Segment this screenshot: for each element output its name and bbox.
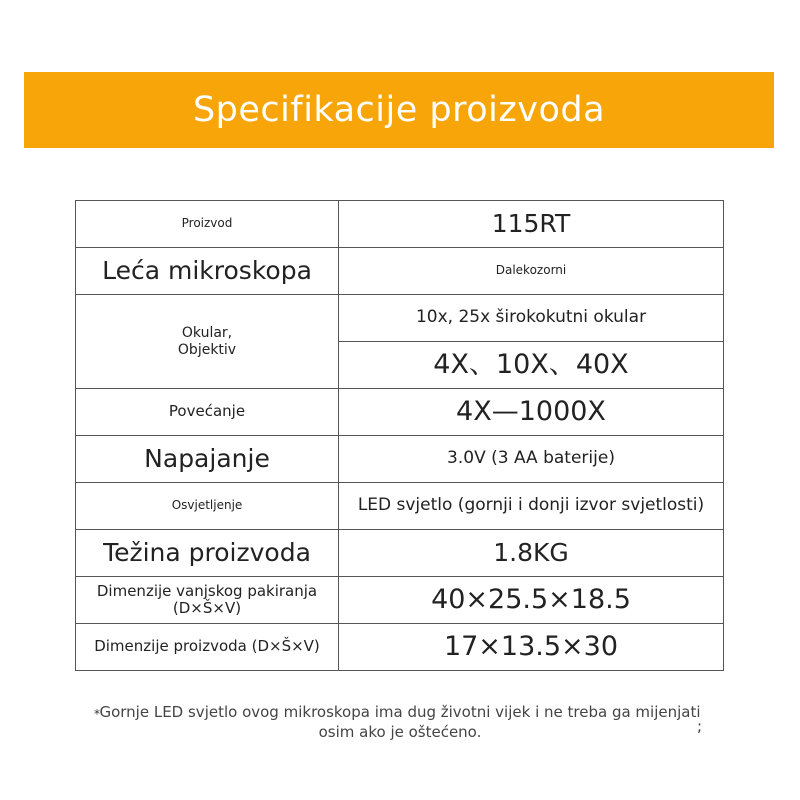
table-row xyxy=(76,295,724,342)
row-value: Dalekozorni xyxy=(339,248,724,295)
row-label: Dimenzije proizvoda (D×Š×V) xyxy=(76,624,339,671)
table-row xyxy=(76,389,724,436)
row-value: 17×13.5×30 xyxy=(339,624,724,671)
row-label: Leća mikroskopa xyxy=(76,248,339,295)
row-value: 3.0V (3 AA baterije) xyxy=(339,436,724,483)
table-row xyxy=(76,248,724,295)
merged-label-text: Okular, Objektiv xyxy=(177,324,237,358)
row-value: LED svjetlo (gornji i donji izvor svjetlosti) xyxy=(339,483,724,530)
row-value: 10x, 25x širokokutni okular xyxy=(339,295,724,342)
footnote-mark: * xyxy=(94,707,100,721)
row-value: 40×25.5×18.5 xyxy=(339,577,724,624)
row-value: 4X、10X、40X xyxy=(339,342,724,389)
row-label: Proizvod xyxy=(76,201,339,248)
row-label: Dimenzije vanjskog pakiranja (D×Š×V) xyxy=(76,577,339,624)
row-label xyxy=(76,295,339,389)
header-banner xyxy=(24,72,774,148)
table-row xyxy=(76,201,724,248)
table-row xyxy=(76,624,724,671)
table-row xyxy=(76,577,724,624)
row-value: 115RT xyxy=(339,201,724,248)
table-row xyxy=(76,483,724,530)
row-label: Osvjetljenje xyxy=(76,483,339,530)
footnote-text: Gornje LED svjetlo ovog mikroskopa ima dug životni vijek i ne treba ga mijenjati osim ako je oštećeno. xyxy=(99,703,701,741)
row-value: 4X—1000X xyxy=(339,389,724,436)
spec-table xyxy=(75,200,724,671)
table-row xyxy=(76,436,724,483)
row-label: Težina proizvoda xyxy=(76,530,339,577)
row-label: Napajanje xyxy=(76,436,339,483)
row-label: Povećanje xyxy=(76,389,339,436)
row-value: 1.8KG xyxy=(339,530,724,577)
page-title: Specifikacije proizvoda xyxy=(192,90,606,130)
table-row xyxy=(76,530,724,577)
footnote-end-mark: ; xyxy=(697,717,703,735)
